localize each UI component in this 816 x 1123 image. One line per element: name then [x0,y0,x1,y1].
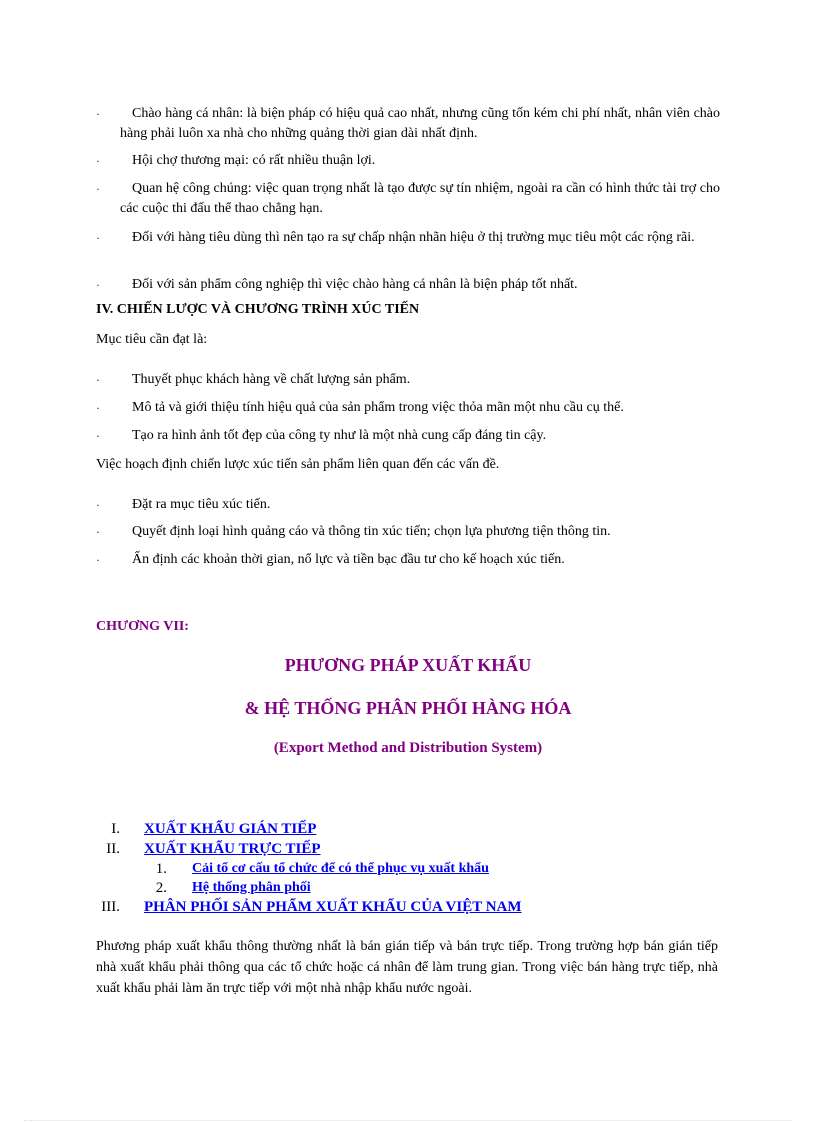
bullet-icon: · [96,401,100,415]
toc-link[interactable]: PHÂN PHỐI SẢN PHẨM XUẤT KHẨU CỦA VIỆT NAM [144,899,522,915]
toc-number: II. [106,841,120,857]
toc-link[interactable]: XUẤT KHẨU GIÁN TIẾP [144,821,317,837]
bullet-icon: · [96,498,100,512]
chapter-title-line1: PHƯƠNG PHÁP XUẤT KHẨU [284,655,532,675]
toc-number: I. [111,821,120,837]
toc-number: 1. [155,861,167,877]
bullet-icon: · [96,154,100,168]
chapter-label: CHƯƠNG VII: [96,619,189,634]
goal-intro: Mục tiêu cần đạt là: [96,332,208,347]
list-item [96,426,720,446]
list-item-text: Đặt ra mục tiêu xúc tiến. [132,497,271,512]
list-item-text: Quyết định loại hình quảng cáo và thông tin xúc tiến; chọn lựa phương tiện thông tin. [132,524,611,539]
list-item-text: Hội chợ thương mại: có rất nhiều thuận lợi. [132,153,376,168]
list-item-text: Mô tả và giới thiệu tính hiệu quả của sản phẩm trong việc thỏa mãn một nhu cầu cụ thể. [132,400,624,415]
list-item [96,550,720,570]
list-item [96,275,720,295]
bullet-icon: · [96,553,100,567]
list-item [96,398,720,418]
bullet-icon: · [96,231,100,245]
list-item-text: Đối với hàng tiêu dùng thì nên tạo ra sự chấp nhận nhãn hiệu ở thị trường mục tiêu một các rộng rãi. [132,230,695,245]
toc-number: 2. [155,880,167,896]
list-item [96,104,720,144]
page-divider [24,1120,792,1121]
body-paragraph: Phương pháp xuất khẩu thông thường nhất là bán gián tiếp và bán trực tiếp. Trong trường hợp bán gián tiếp nhà xuất khẩu phải thông qua các tổ chức hoặc cá nhân để làm trung gian. Trong việc bán hàng trực tiếp, nhà xuất khẩu phải làm ăn trực tiếp với một nhà nhập khẩu nước ngoài. [96,939,718,996]
bullet-icon: · [96,278,100,292]
toc-link[interactable]: Hệ thống phân phối [192,880,311,895]
list-item [96,522,720,542]
list-item-text: Ấn định các khoản thời gian, nổ lực và tiền bạc đầu tư cho kế hoạch xúc tiến. [132,552,565,567]
list-item [96,151,720,171]
bullet-icon: · [96,525,100,539]
chapter-subtitle: (Export Method and Distribution System) [273,740,543,756]
list-item [96,495,720,515]
section-heading: IV. CHIẾN LƯỢC VÀ CHƯƠNG TRÌNH XÚC TIẾN [96,302,420,317]
chapter-title-line2: & HỆ THỐNG PHÂN PHỐI HÀNG HÓA [244,698,572,718]
list-item [96,179,720,219]
toc-link[interactable]: Cải tổ cơ cấu tổ chức để có thể phục vụ xuất khẩu [192,861,489,876]
bullet-icon: · [96,182,100,196]
bullet-icon: · [96,107,100,121]
list-item-text: Quan hệ công chúng: việc quan trọng nhất là tạo được sự tín nhiệm, ngoài ra cần có hình thức tài trợ cho các cuộc thi đấu thể thao chẳng hạn. [120,181,720,216]
list-item-text: Đối với sản phẩm công nghiệp thì việc chào hàng cá nhân là biện pháp tốt nhất. [132,277,578,292]
bullet-icon: · [96,429,100,443]
list-item [96,228,720,248]
planning-intro: Việc hoạch định chiến lược xúc tiến sản phẩm liên quan đến các vấn đề. [96,457,500,472]
list-item-text: Thuyết phục khách hàng về chất lượng sản phẩm. [132,372,411,387]
bullet-icon: · [96,373,100,387]
list-item [96,370,720,390]
list-item-text: Tạo ra hình ảnh tốt đẹp của công ty như là một nhà cung cấp đáng tin cậy. [132,428,547,443]
toc-number: III. [101,899,120,915]
toc-link[interactable]: XUẤT KHẨU TRỰC TIẾP [144,841,321,857]
list-item-text: Chào hàng cá nhân: là biện pháp có hiệu quả cao nhất, nhưng cũng tốn kém chi phí nhất, nhân viên chào hàng phải luôn xa nhà cho những quảng thời gian dài nhất định. [120,106,720,141]
